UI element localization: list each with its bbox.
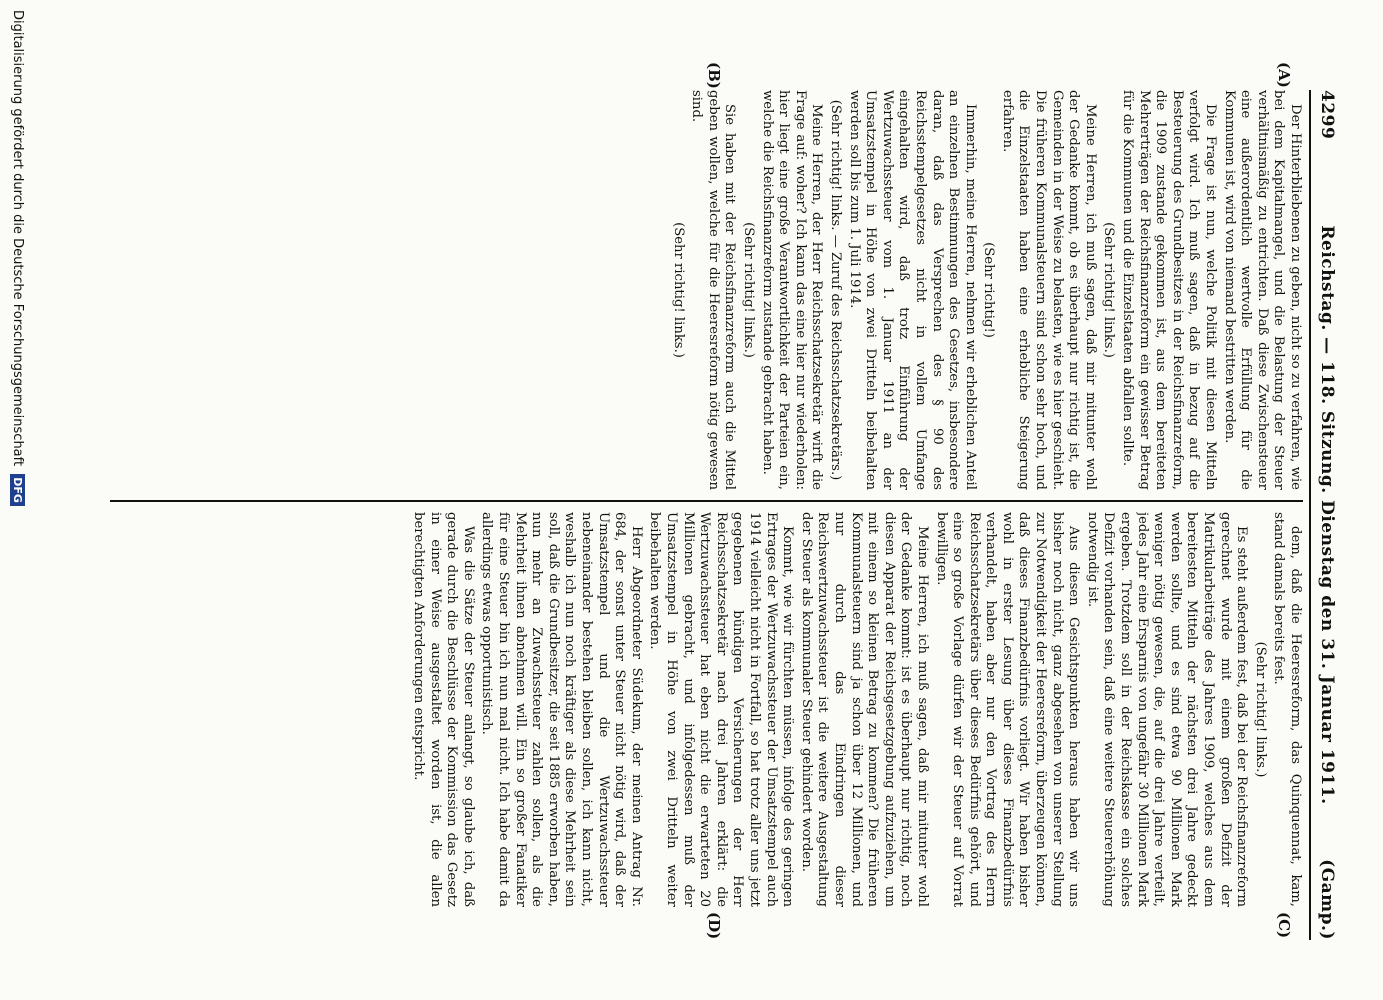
margin-marker-a: (A)	[1275, 62, 1293, 88]
paragraph: Was die Sätze der Steuer anlangt, so glaube ich, daß gerade durch die Beschlüsse der Kommission das Gesetz in einer Weise ausgestaltet worden ist, die allen berechtigten Anforderungen entspricht.	[411, 512, 476, 907]
paragraph: Es steht außerdem fest, daß bei der Reichsfinanzreform gerechnet wurde mit einem großen Defizit der Matrikularbeiträge des Jahres 1909, welches aus dem bereitesten Mitteln der nächsten drei Jahre gedeckt werden sollte, und es sind etwa 90 Millionen Mark weniger nötig gewesen, die, auf die drei Jahre verteilt, jedes Jahr eine Ersparnis von ungefähr 30 Millionen Mark ergeben. Trotzdem soll in der Reichskasse ein solches Defizit vorhanden sein, daß eine weitere Steuererhöhung notwendig ist.	[1084, 512, 1250, 907]
page-header	[1309, 90, 1345, 940]
right-text-column	[110, 512, 1303, 907]
interjection: (Sehr richtig! links.)	[1101, 222, 1117, 358]
margin-marker-c: (C)	[1275, 912, 1293, 939]
paragraph: Meine Herren, ich muß sagen, daß mir mitunter wohl der Gedanke kommt, ob es überhaupt nur richtig ist, die Gemeinden in der Weise zu belasten, wie es hier geschieht. Die früheren Kommunalsteuern sind schon sehr hoch, und die Einzelstaaten haben eine erhebliche Steigerung erfahren.	[999, 90, 1098, 490]
interjection: (Sehr richtig! links.)	[741, 222, 756, 358]
paragraph: Der Hinterbliebenen zu geben, nicht so zu verfahren, wie bei dem Kapitalmangel, und die Belastung der Steuer verhältnismäßig zu entrichten. Daß diese Zwischensteuer eine außerordentlich wertvolle Erfüllung für die Kommunen ist, wird von niemand bestritten werden.	[1221, 90, 1303, 490]
digitization-credit	[10, 0, 25, 1000]
paragraph: Meine Herren, ich muß sagen, daß mir mitunter wohl der Gedanke kommt: ist es überhaupt nur richtig, noch diesen Apparat der Reichsgesetzgebung aufzuziehen, um mit einem so kleinen Betrag zu kommen? Die früheren Kommunalsteuern sind ja schon über 12 Millionen, und nur durch das Eindringen dieser Reichswertzuwachssteuer ist die weitere Ausgestaltung der Steuer als kommunaler Steuer gehindert worden.	[798, 512, 930, 907]
interjection: (Sehr richtig! links.)	[670, 222, 686, 358]
session-title: Reichstag. — 118. Sitzung. Dienstag den 31. Januar 1911.	[1317, 225, 1337, 805]
margin-marker-b: (B)	[705, 62, 723, 89]
paragraph: Kommt, wie wir fürchten müssen, infolge des geringen Ertrages der Wertzuwachssteuer der Umsatzstempel auch 1914 vielleicht nicht in Fortfall, so hat trotz aller uns jetzt gegebenen bündigen Versicherungen der Herr Reichsschatzsekretär nach drei Jahren erklärt: die Wertzuwachssteuer hat eben nicht die erwarteten 20 Millionen gebracht, und infolgedessen muß der Umsatzstempel in Höhe von zwei Dritteln weiter beibehalten werden.	[647, 512, 796, 907]
dfg-logo: DFG	[10, 474, 25, 506]
interjection: (Sehr richtig!)	[981, 242, 997, 338]
left-text-column	[110, 90, 1303, 490]
paragraph: Meine Herren, der Herr Reichsschatzsekretär wirft die Frage auf: woher? Ich kann das eine hier nur wiederholen: hier liegt eine große Verantwortlichkeit der Parteien ein, welche die Reichsfinanzreform zustande gebracht haben.	[759, 90, 825, 490]
column-divider	[110, 500, 1303, 502]
paragraph: dem, daß die Heeresreform, das Quinquennat, kam, stand damals bereits fest.	[1271, 512, 1303, 907]
paragraph: Sie haben mit der Reichsfinanzreform auch die Mittel geben wollen, welche für die Heeresreform nötig gewesen sind.	[689, 90, 738, 490]
interjection: (Sehr richtig! links.)	[1252, 641, 1268, 778]
speaker-name: (Gamp.)	[1317, 859, 1337, 940]
margin-marker-d: (D)	[705, 912, 723, 940]
paragraph: Aus diesen Gesichtspunkten heraus haben wir uns bisher noch nicht, ganz abgesehen von unserer Stellung zur Notwendigkeit der Heeresreform, überzeugen können, daß dieses Finanzbedürfnis vorliegt. Wir haben bisher wohl in erster Lesung über dieses Finanzbedürfnis verhandelt, haben aber nur den Vortrag des Herrn Reichsschatzsekretärs über dieses Bedürfnis gehört, und eine so große Vorlage dürfen wir der Steuer auf Vorrat bewilligen.	[933, 512, 1082, 907]
interjection: (Sehr richtig! links. — Zuruf des Reichsschatzsekretärs.)	[827, 99, 843, 481]
paragraph: Herr Abgeordneter Südekum, der meinen Antrag Nr. 684, der sonst unter Steuer nicht nötig wird, daß der Umsatzstempel und die Wertzuwachssteuer nebeneinander bestehen bleiben sollen, ich kann nicht, weshalb ich nun noch kräftiger als diese Mehrheit sein soll, daß die Grundbesitzer, die seit 1885 erworben haben, nun mehr an Zuwachssteuer zahlen sollen, als die Mehrheit ihnen abnehmen will. Ein so großer Fanatiker für eine Steuer bin ich nun mal nicht. Ich habe damit da allerdings etwas opportunistisch.	[479, 512, 644, 907]
credit-text: Digitalisierung gefördert durch die Deutsche Forschungsgemeinschaft	[10, 10, 25, 467]
paragraph: Immerhin, meine Herren, nehmen wir erheblichen Anteil an einzelnen Bestimmungen des Gesetzes, insbesondere daran, daß das Versprechen des § 90 des Reichsstempelgesetzes nicht in vollem Umfange eingehalten wird, daß trotz Einführung der Wertzuwachssteuer vom 1. Januar 1911 an der Umsatzstempel in Höhe von zwei Dritteln beibehalten werden soll bis zum 1. Juli 1914.	[846, 90, 978, 490]
page-number: 4299	[1317, 90, 1337, 140]
paragraph: Die Frage ist nun, welche Politik mit diesen Mitteln verfolgt wird. Ich muß sagen, daß in bezug auf die Besteuerung des Grundbesitzes in der Reichsfinanzreform, die 1909 zustande gekommen ist, aus dem bereiteten Mehrerträgen der Reichsfinanzreform ein gewisser Betrag für die Kommunen und die Einzelstaaten abfallen sollte.	[1120, 90, 1219, 490]
